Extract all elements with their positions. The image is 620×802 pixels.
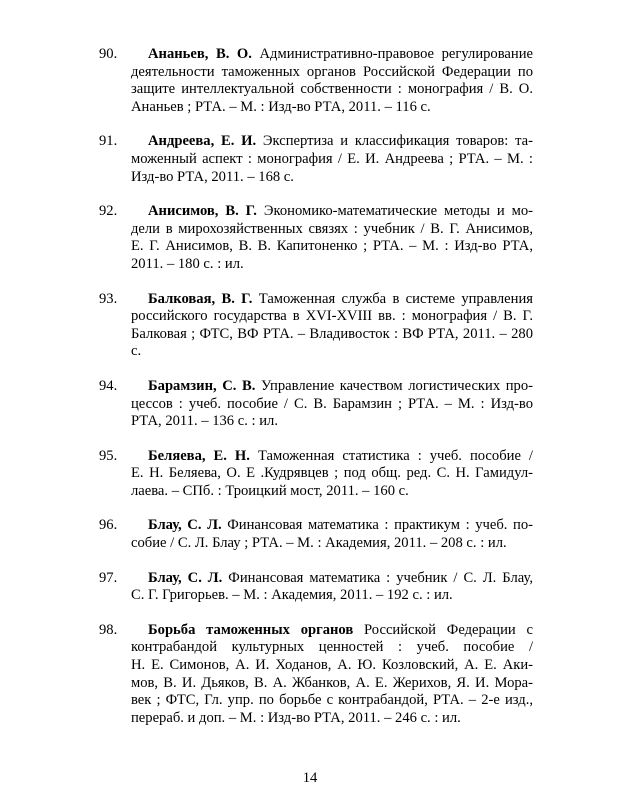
entry-author: Барамзин, С. В. [148,377,256,394]
entry-text: РТА, 2011. – 136 с. : ил. [131,413,278,430]
bibliography-entry [99,622,533,728]
entry-line [131,710,533,728]
entry-text: дели в мирохозяйственных связях : учебник / В. Г. Анисимов, [131,220,533,237]
entry-text: российского государства в XVI-XVIII вв. : монография / В. Г. [131,308,533,325]
entry-text: лаева. – СПб. : Троицкий мост, 2011. – 160 с. [131,482,409,499]
entry-line [131,133,533,151]
entry-line [131,64,533,82]
entry-line [131,396,533,414]
entry-number: 97. [99,569,118,586]
entry-number: 93. [99,290,118,307]
entry-text: Балковая ; ФТС, ВФ РТА. – Владивосток : ВФ РТА, 2011. – 280 [131,325,533,342]
entry-line [131,692,533,710]
entry-text: цессов : учеб. пособие / С. В. Барамзин ; РТА. – М. : Изд-во [131,395,533,412]
entry-text: век ; ФТС, Гл. упр. по борьбе с контрабандой, РТА. – 2-е изд., [131,692,533,709]
entry-author: Балковая, В. Г. [148,290,253,307]
entry-line [131,99,533,117]
entry-text: Экономико-математические методы и мо- [256,203,534,220]
bibliography-entry [99,517,533,552]
entry-number: 95. [99,447,118,464]
entry-text: С. Г. Григорьев. – М. : Академия, 2011. – 192 с. : ил. [131,587,453,604]
entry-line [131,169,533,187]
entry-text: Н. Е. Симонов, А. И. Ходанов, А. Ю. Козловский, А. Е. Аки- [131,657,533,674]
entry-line [131,622,533,640]
entry-line [131,570,533,588]
entry-text: моженный аспект : монография / Е. И. Андреева ; РТА. – М. : [131,150,533,167]
entry-line [131,413,533,431]
entry-line [131,448,533,466]
entry-line [131,639,533,657]
entry-text: Таможенная статистика : учеб. пособие / [249,447,533,464]
entry-author: Блау, С. Л. [148,517,222,534]
entry-text: Финансовая математика : учебник / С. Л. Блау, [222,569,533,586]
bibliography-entry [99,378,533,431]
entry-author: Ананьев, В. О. [148,46,252,62]
entry-author: Андреева, Е. И. [148,133,257,150]
entry-number: 92. [99,203,118,220]
entry-line [131,308,533,326]
entry-text: контрабандой культурных ценностей : учеб. пособие / [131,639,533,656]
entry-text: Экспертиза и классификация товаров: та- [256,133,533,150]
entry-line [131,343,533,361]
entry-line [131,256,533,274]
entry-line [131,378,533,396]
bibliography-entry [99,570,533,605]
entry-text: Ананьев ; РТА. – М. : Изд-во РТА, 2011. – 116 с. [131,98,431,115]
bibliography-entry [99,291,533,361]
entry-number: 96. [99,517,118,534]
entry-text: защите интеллектуальной собственности : монография / В. О. [131,81,533,98]
entry-author: Блау, С. Л. [148,569,223,586]
entry-text: с. [131,343,142,360]
bibliography-entry [99,203,533,273]
entry-text: Изд-во РТА, 2011. – 168 с. [131,168,294,185]
page-number: 14 [302,770,318,786]
entry-text: Административно-правовое регулирование [251,46,533,62]
bibliography-entry [99,46,533,116]
entry-line [131,675,533,693]
entry-text: собие / С. Л. Блау ; РТА. – М. : Академия, 2011. – 208 с. : ил. [131,535,507,552]
entry-line [131,535,533,553]
entry-text: деятельности таможенных органов Российской Федерации по [131,63,533,80]
entry-author: Беляева, Е. Н. [148,447,250,464]
entry-line [131,81,533,99]
entry-text: 2011. – 180 с. : ил. [131,255,244,272]
entry-text: Е. Н. Беляева, О. Е .Кудрявцев ; под общ. ред. С. Н. Гамидул- [131,465,533,482]
entry-number: 91. [99,133,118,150]
entry-author: Анисимов, В. Г. [148,203,257,220]
entry-line [131,46,533,64]
entry-text: Таможенная служба в системе управления [252,290,533,307]
entry-line [131,221,533,239]
bibliography-entry [99,448,533,501]
bibliography-list [99,46,533,744]
entry-line [131,151,533,169]
entry-number: 94. [99,377,118,394]
entry-line [131,657,533,675]
entry-line [131,238,533,256]
entry-number: 98. [99,621,118,638]
entry-line [131,291,533,309]
entry-line [131,465,533,483]
entry-number: 90. [99,46,118,62]
bibliography-entry [99,133,533,186]
entry-line [131,326,533,344]
entry-text: перераб. и доп. – М. : Изд-во РТА, 2011. – 246 с. : ил. [131,709,461,726]
entry-line [131,203,533,221]
entry-text: Е. Г. Анисимов, В. В. Капитоненко ; РТА. – М. : Изд-во РТА, [131,238,533,255]
entry-line [131,483,533,501]
entry-author: Борьба таможенных органов [148,621,354,638]
entry-text: Российской Федерации с [353,621,533,638]
entry-text: Финансовая математика : практикум : учеб. по- [221,517,533,534]
entry-text: мов, В. И. Дьяков, В. А. Жбанков, А. Е. Жерихов, Я. И. Мора- [131,674,533,691]
entry-line [131,517,533,535]
entry-text: Управление качеством логистических про- [255,377,533,394]
entry-line [131,587,533,605]
